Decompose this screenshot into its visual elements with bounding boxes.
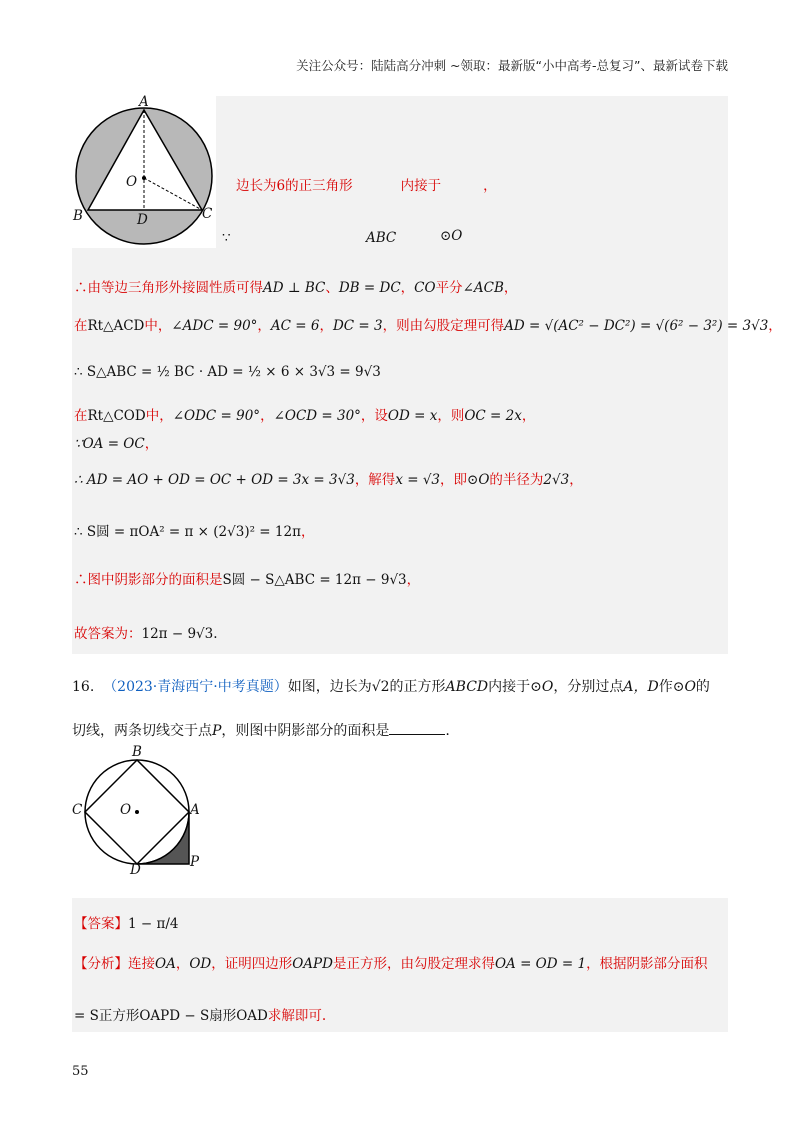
fig2-label-a: A (190, 802, 200, 818)
sol-line-9: ∴ S圆 = πOA² = π × (2√3)² = 12π， (74, 524, 315, 540)
fig2-label-d: D (130, 862, 141, 878)
sol-line-4: 在Rt△ACD中，∠ADC = 90°，AC = 6，DC = 3，则由勾股定理可得AD = √(AC² − DC²) = √(6² − 3²) = 3√3， (74, 318, 782, 334)
fig1-label-c: C (202, 206, 213, 222)
fig1-label-d: D (137, 212, 148, 228)
sol-line-5: ∴ S△ABC = ½ BC · AD = ½ × 6 × 3√3 = 9√3 (74, 364, 381, 380)
sol-line-7: ∵OA = OC， (74, 436, 159, 452)
page-number: 55 (72, 1064, 89, 1079)
sol-line-1: 边长为6的正三角形 内接于 ， (236, 178, 497, 194)
fig2-label-o: O (120, 802, 132, 818)
fig2-label-b: B (132, 744, 142, 760)
sol-line-6: 在Rt△COD中，∠ODC = 90°，∠OCD = 30°，设OD = x，则OC = 2x， (74, 408, 536, 424)
fig1-label-o: O (126, 174, 138, 190)
sol-line-11: 故答案为：12π − 9√3. (74, 626, 218, 642)
sol-line-8: ∴ AD = AO + OD = OC + OD = 3x = 3√3，解得x = √3，即⊙O的半径为2√3， (74, 472, 583, 488)
sol-line-10: ∴图中阴影部分的面积是S圆 − S△ABC = 12π − 9√3， (74, 572, 421, 588)
fig1-label-b: B (73, 208, 83, 224)
sol-line-2-circle: ⊙O (440, 228, 463, 244)
sol-line-2-abc: ABC (366, 230, 397, 246)
solution-box-lower (72, 248, 728, 654)
page-header: 关注公众号：陆陆高分冲刺 ~领取：最新版“小中高考-总复习”、最新试卷下载 (296, 58, 728, 73)
sol-line-2: ∵ (222, 230, 231, 246)
fig2-label-c: C (72, 802, 83, 818)
question-16-line-1: 16. （2023·青海西宁·中考真题）如图，边长为√2的正方形ABCD内接于⊙O，分别过点A，D作⊙O的 (72, 679, 710, 695)
answer-blank[interactable] (389, 722, 445, 735)
fig2-label-p: P (190, 854, 200, 870)
sol-line-3: ∴由等边三角形外接圆性质可得AD ⊥ BC、DB = DC，CO平分∠ACB， (74, 280, 518, 296)
fig1-label-a: A (139, 94, 149, 110)
solution-box (216, 96, 728, 248)
answer-line: 【答案】1 − π/4 (74, 916, 179, 932)
question-16-line-2: 切线，两条切线交于点P，则图中阴影部分的面积是 . (72, 723, 450, 739)
analysis-line-2: = S正方形OAPD − S扇形OAD求解即可. (74, 1008, 327, 1024)
analysis-line-1: 【分析】连接OA，OD，证明四边形OAPD是正方形，由勾股定理求得OA = OD = 1，根据阴影部分面积 (74, 956, 708, 972)
